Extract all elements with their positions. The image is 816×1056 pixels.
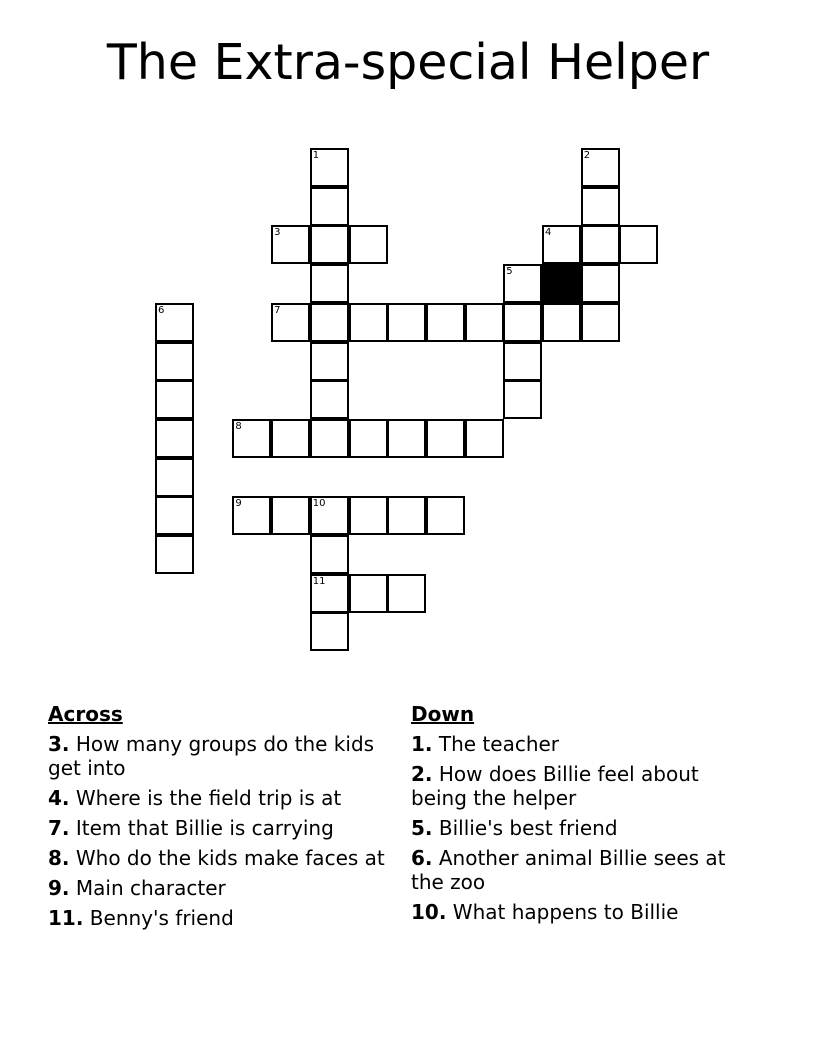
grid-cell[interactable] — [387, 496, 426, 535]
down-clue-1: 1. The teacher — [411, 732, 560, 756]
grid-cell[interactable] — [155, 458, 194, 497]
grid-cell[interactable] — [465, 419, 504, 458]
cell-number: 7 — [274, 304, 281, 316]
across-clue-7: 7. Item that Billie is carrying — [48, 816, 334, 840]
down-clue-5: 5. Billie's best friend — [411, 816, 618, 840]
grid-cell[interactable] — [503, 380, 542, 419]
cell-number: 8 — [235, 420, 242, 432]
grid-cell[interactable] — [503, 303, 542, 342]
grid-cell[interactable] — [155, 342, 194, 381]
down-clue-2: 2. How does Billie feel about being the helper — [411, 762, 699, 810]
grid-cell[interactable] — [271, 419, 310, 458]
grid-cell[interactable] — [310, 535, 349, 574]
grid-cell[interactable] — [503, 264, 542, 303]
cell-number: 3 — [274, 227, 281, 239]
across-heading: Across — [48, 702, 123, 726]
across-clue-11: 11. Benny's friend — [48, 906, 234, 930]
grid-cell[interactable] — [581, 148, 620, 187]
grid-cell[interactable] — [271, 225, 310, 264]
black-cell — [542, 264, 581, 303]
grid-cell[interactable] — [271, 496, 310, 535]
across-clue-4: 4. Where is the field trip is at — [48, 786, 342, 810]
grid-cell[interactable] — [349, 496, 388, 535]
grid-cell[interactable] — [155, 419, 194, 458]
grid-cell[interactable] — [581, 225, 620, 264]
grid-cell[interactable] — [271, 303, 310, 342]
grid-cell[interactable] — [310, 496, 349, 535]
grid-cell[interactable] — [155, 303, 194, 342]
grid-cell[interactable] — [387, 303, 426, 342]
grid-cell[interactable] — [581, 303, 620, 342]
grid-cell[interactable] — [542, 303, 581, 342]
grid-cell[interactable] — [310, 187, 349, 226]
grid-cell[interactable] — [581, 187, 620, 226]
across-clues — [48, 702, 388, 936]
across-clue-3: 3. How many groups do the kids get into — [48, 732, 375, 780]
grid-cell[interactable] — [349, 574, 388, 613]
grid-cell[interactable] — [349, 419, 388, 458]
grid-cell[interactable] — [349, 303, 388, 342]
grid-cell[interactable] — [310, 264, 349, 303]
across-clue-8: 8. Who do the kids make faces at — [48, 846, 385, 870]
cell-number: 10 — [312, 498, 326, 510]
grid-cell[interactable] — [310, 303, 349, 342]
grid-cell[interactable] — [310, 419, 349, 458]
grid-cell[interactable] — [155, 496, 194, 535]
grid-cell[interactable] — [349, 225, 388, 264]
cell-number: 1 — [312, 150, 320, 161]
grid-cell[interactable] — [426, 419, 465, 458]
grid-cell[interactable] — [232, 496, 271, 535]
grid-cell[interactable] — [310, 225, 349, 264]
grid-cell[interactable] — [503, 342, 542, 381]
cell-number: 9 — [235, 498, 242, 510]
grid-cell[interactable] — [155, 535, 194, 574]
grid-cell[interactable] — [619, 225, 658, 264]
puzzle-title: The Extra-special Helper — [106, 34, 710, 91]
cell-number: 4 — [545, 227, 552, 239]
cell-number: 5 — [506, 266, 513, 278]
grid-cell[interactable] — [155, 380, 194, 419]
down-clue-10: 10. What happens to Billie — [411, 900, 679, 924]
grid-cell[interactable] — [310, 148, 349, 187]
grid-cell[interactable] — [465, 303, 504, 342]
down-clues — [411, 702, 751, 930]
grid-cell[interactable] — [232, 419, 271, 458]
grid-cell[interactable] — [542, 225, 581, 264]
cell-number: 2 — [583, 150, 591, 161]
across-clue-9: 9. Main character — [48, 876, 226, 900]
cell-number: 6 — [158, 304, 165, 316]
grid-cell[interactable] — [426, 496, 465, 535]
grid-cell[interactable] — [310, 612, 349, 651]
grid-cell[interactable] — [387, 574, 426, 613]
grid-cell[interactable] — [426, 303, 465, 342]
grid-cell[interactable] — [387, 419, 426, 458]
grid-cell[interactable] — [310, 380, 349, 419]
grid-cell[interactable] — [310, 342, 349, 381]
down-heading: Down — [411, 702, 475, 726]
grid-cell[interactable] — [310, 574, 349, 613]
down-clue-6: 6. Another animal Billie sees at the zoo — [411, 846, 726, 894]
grid-cell[interactable] — [581, 264, 620, 303]
cell-number: 11 — [312, 575, 326, 587]
